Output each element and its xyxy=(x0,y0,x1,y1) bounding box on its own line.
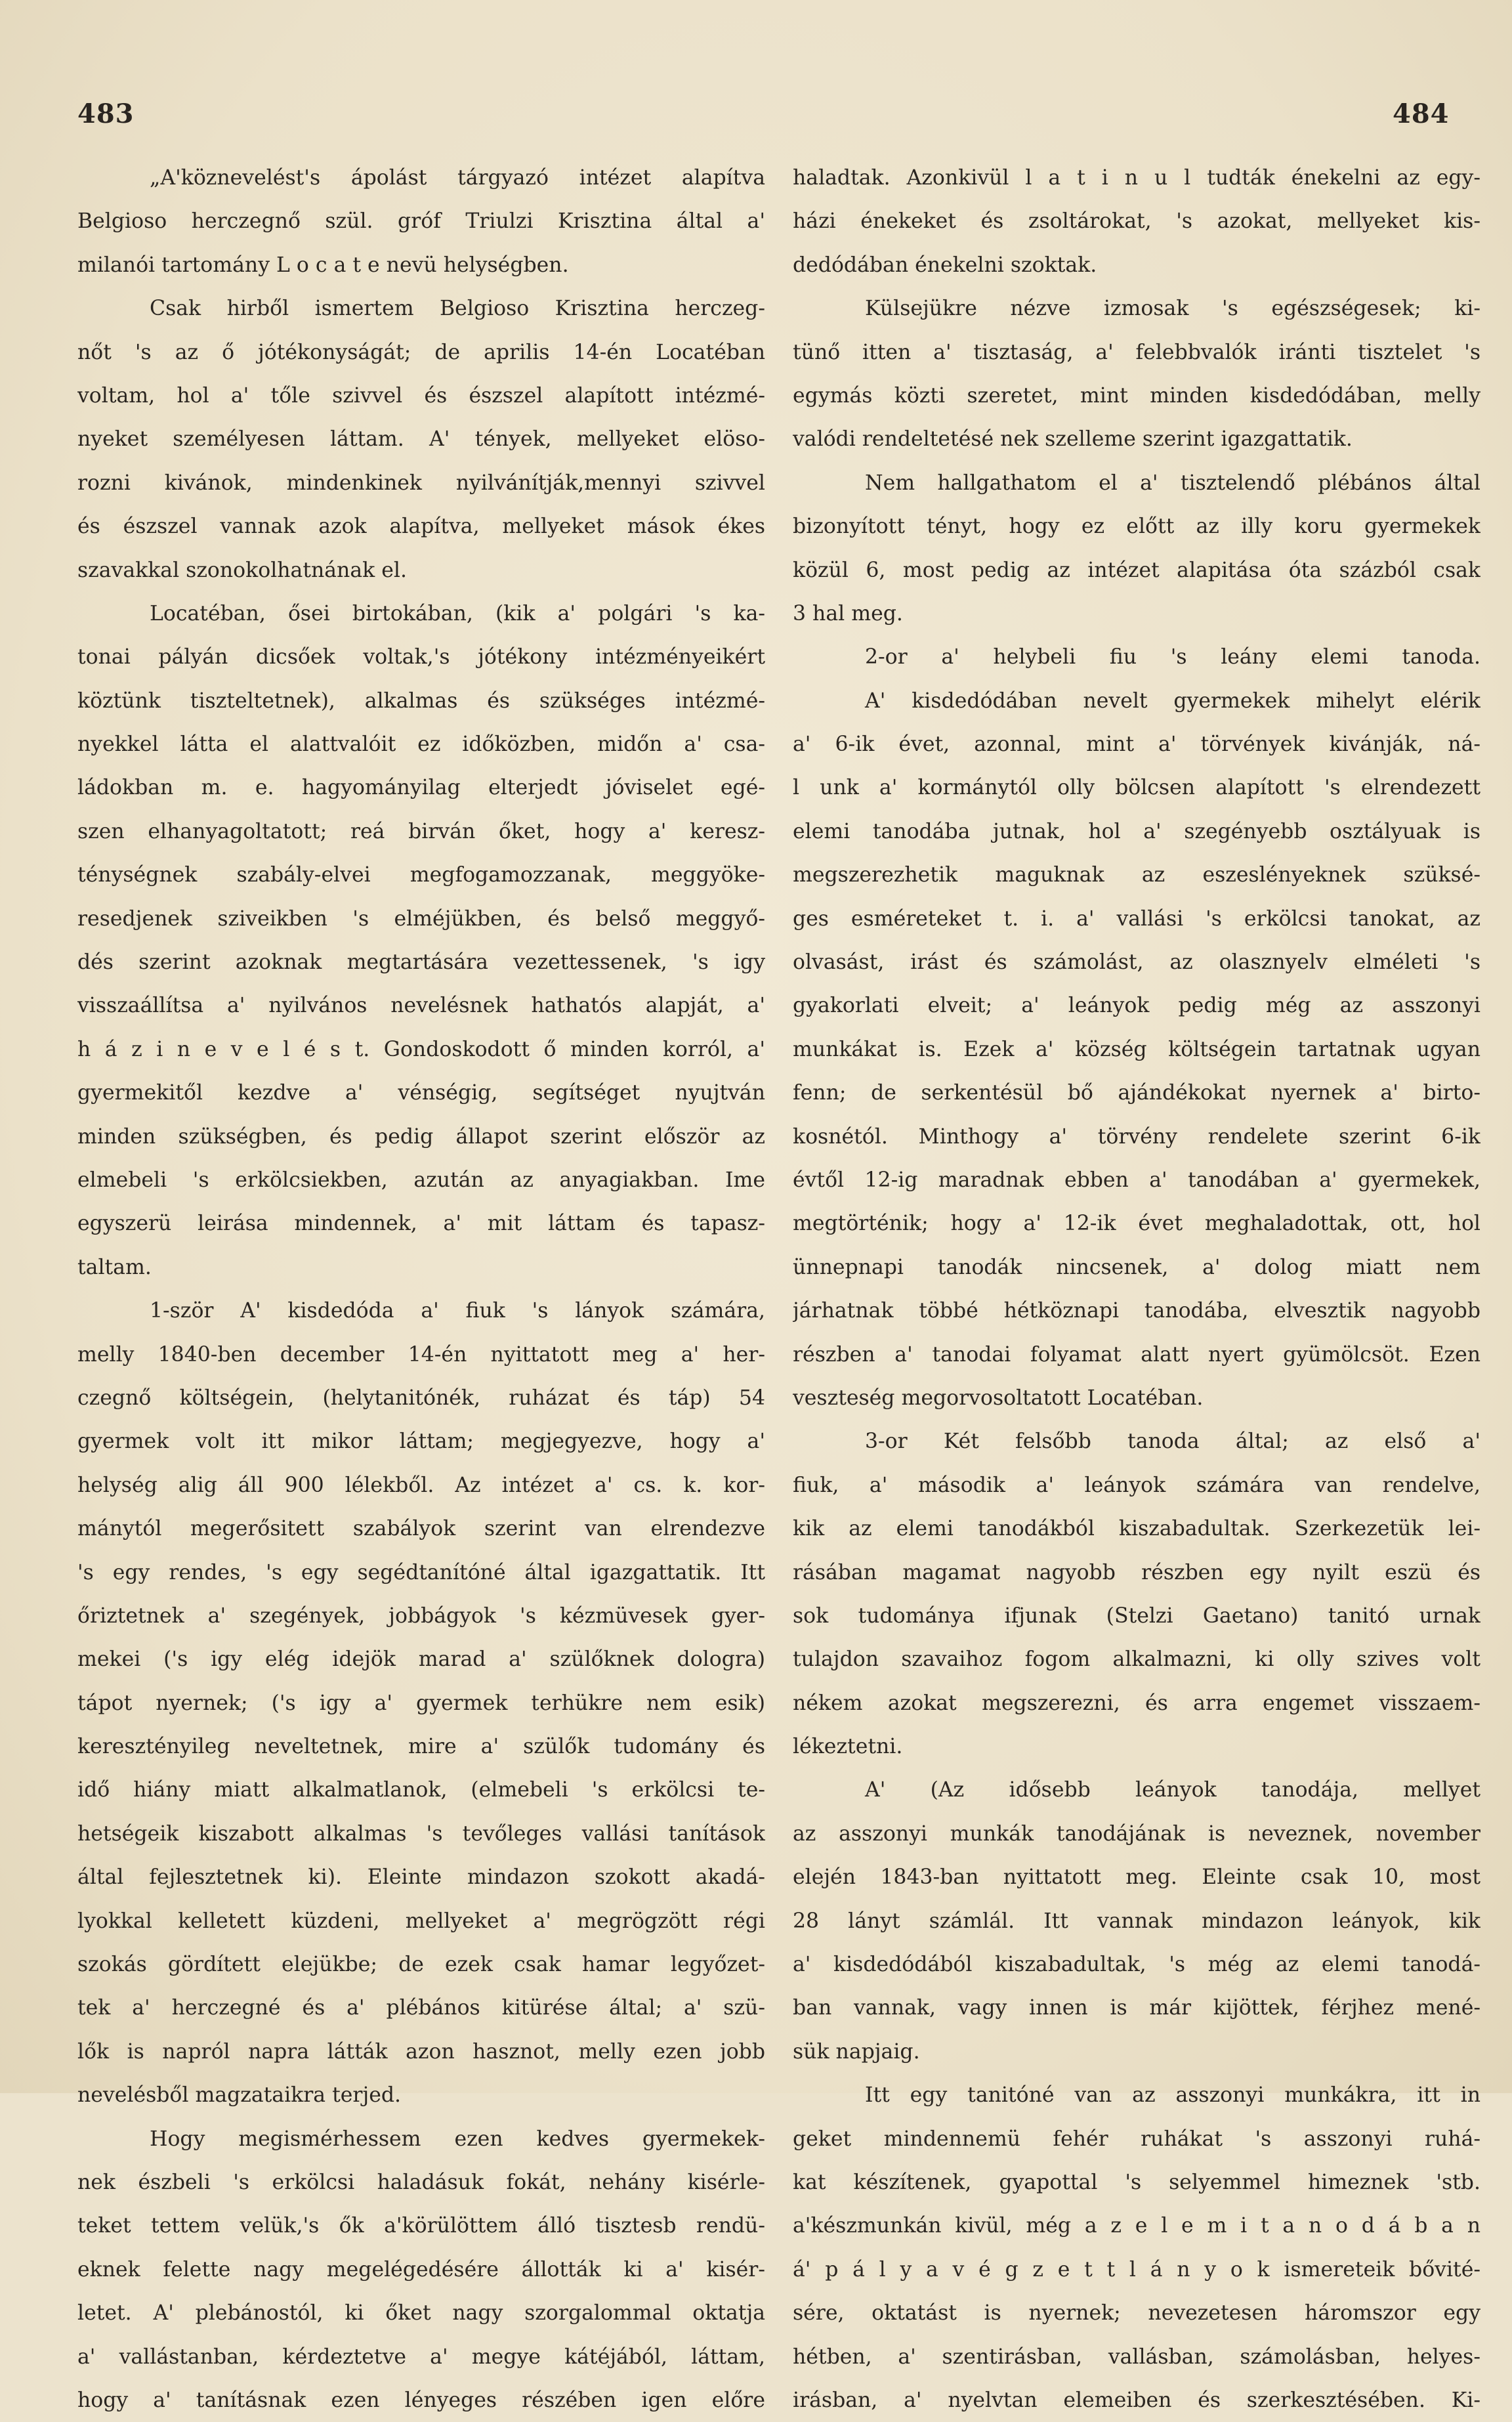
text-line: a' 6-ik évet, azonnal, mint a' törvények kivánják, ná- xyxy=(793,733,1480,757)
text-line: kat készítenek, gyapottal 's selyemmel himeznek 'stb. xyxy=(793,2170,1480,2194)
text-line: rozni kivánok, mindenkinek nyilvánítják,mennyi szivvel xyxy=(77,471,765,495)
text-line: helység alig áll 900 lélekből. Az intézet a' cs. k. kor- xyxy=(77,1473,765,1497)
text-line: hogy a' tanításnak ezen lényeges részében igen előre xyxy=(77,2388,765,2412)
text-line: lők is napról napra látták azon hasznot, melly ezen jobb xyxy=(77,2039,765,2064)
text-line: A' kisdedódában nevelt gyermekek mihelyt elérik xyxy=(865,689,1480,713)
text-line: ges esméreteket t. i. a' vallási 's erkölcsi tanokat, az xyxy=(793,906,1480,931)
text-line: egyszerü leirása mindennek, a' mit láttam és tapasz- xyxy=(77,1212,765,1236)
text-line: taltam. xyxy=(77,1255,152,1279)
text-line: bizonyított tényt, hogy ez előtt az illy koru gyermekek xyxy=(793,515,1480,539)
text-line: 1-ször A' kisdedóda a' fiuk 's lányok számára, xyxy=(150,1299,765,1323)
text-line: sük napjaig. xyxy=(793,2039,920,2064)
text-line: lékeztetni. xyxy=(793,1735,903,1759)
text-line: az asszonyi munkák tanodájának is neveznek, november xyxy=(793,1821,1480,1846)
text-line: tulajdon szavaihoz fogom alkalmazni, ki olly szives volt xyxy=(793,1647,1480,1672)
text-line: ünnepnapi tanodák nincsenek, a' dolog miatt nem xyxy=(793,1255,1480,1279)
text-line: Locatéban, ősei birtokában, (kik a' polgári 's ka- xyxy=(150,601,765,626)
text-line: által fejlesztetnek ki). Eleinte mindazon szokott akadá- xyxy=(77,1865,765,1890)
text-line: h á z i n e v e l é s t. Gondoskodott ő minden korról, a' xyxy=(77,1037,765,1061)
right-column xyxy=(793,156,1480,2422)
text-line: rásában magamat nagyobb részben egy nyilt eszü és xyxy=(793,1560,1480,1584)
text-line: valódi rendeltetésé nek szelleme szerint igazgattatik. xyxy=(793,427,1353,452)
text-line: a'készmunkán kivül, még a z e l e m i t a n o d á b a n xyxy=(793,2214,1480,2238)
text-line: fiuk, a' második a' leányok számára van rendelve, xyxy=(793,1473,1480,1497)
text-line: nyekkel látta el alattvalóit ez időközben, midőn a' csa- xyxy=(77,733,765,757)
text-line: A' (Az idősebb leányok tanodája, mellyet xyxy=(865,1778,1480,1802)
text-line: á' p á l y a v é g z e t t l á n y o k ismereteik bővité- xyxy=(793,2257,1480,2282)
text-line: nevelésből magzataikra terjed. xyxy=(77,2083,402,2108)
text-line: eknek felette nagy megelégedésére állották ki a' kisér- xyxy=(77,2257,765,2282)
text-line: tek a' herczegné és a' plébános kitürése által; a' szü- xyxy=(77,1996,765,2020)
text-line: letet. A' plebánostól, ki őket nagy szorgalommal oktatja xyxy=(77,2301,765,2326)
text-line: megtörténik; hogy a' 12-ik évet meghaladottak, ott, hol xyxy=(793,1212,1480,1236)
text-line: és észszel vannak azok alapítva, mellyeket mások ékes xyxy=(77,515,765,539)
text-line: gyermekitől kezdve a' vénségig, segítséget nyujtván xyxy=(77,1081,765,1105)
text-line: nőt 's az ő jótékonyságát; de aprilis 14-én Locatéban xyxy=(77,340,765,364)
text-line: a' kisdedódából kiszabadultak, 's még az elemi tanodá- xyxy=(793,1953,1480,1977)
text-line: tonai pályán dicsőek voltak,'s jótékony intézményeikért xyxy=(77,645,765,669)
text-line: olvasást, irást és számolást, az olasznyelv elméleti 's xyxy=(793,950,1480,975)
text-line: teket tettem velük,'s ők a'körülöttem álló tisztesb rendü- xyxy=(77,2214,765,2238)
text-line: melly 1840-ben december 14-én nyittatott meg a' her- xyxy=(77,1342,765,1367)
text-line: köztünk tiszteltetnek), alkalmas és szükséges intézmé- xyxy=(77,689,765,713)
text-line: mánytól megerősitett szabályok szerint van elrendezve xyxy=(77,1517,765,1541)
text-line: dés szerint azoknak megtartására vezettessenek, 's igy xyxy=(77,950,765,975)
text-line: ládokban m. e. hagyományilag elterjedt jóviselet egé- xyxy=(77,776,765,800)
text-line: sok tudománya ifjunak (Stelzi Gaetano) tanitó urnak xyxy=(793,1604,1480,1628)
text-line: minden szükségben, és pedig állapot szerint először az xyxy=(77,1124,765,1149)
text-line: nékem azokat megszerezni, és arra engemet visszaem- xyxy=(793,1691,1480,1715)
text-line: megszerezhetik maguknak az eszeslényeknek szüksé- xyxy=(793,863,1480,887)
text-line: őriztetnek a' szegények, jobbágyok 's kézmüvesek gyer- xyxy=(77,1604,765,1628)
text-line: „A'köznevelést's ápolást tárgyazó intézet alapítva xyxy=(150,166,765,190)
text-line: munkákat is. Ezek a' község költségein tartatnak ugyan xyxy=(793,1037,1480,1061)
text-line: czegnő költségein, (helytanitónék, ruházat és táp) 54 xyxy=(77,1386,765,1410)
text-line: szavakkal szonokolhatnának el. xyxy=(77,558,407,582)
text-line: részben a' tanodai folyamat alatt nyert gyümölcsöt. Ezen xyxy=(793,1342,1480,1367)
text-line: 2-or a' helybeli fiu 's leány elemi tanoda. xyxy=(865,645,1480,669)
text-line: geket mindennemü fehér ruhákat 's asszonyi ruhá- xyxy=(793,2127,1480,2151)
text-line: irásban, a' nyelvtan elemeiben és szerkesztésében. Ki- xyxy=(793,2388,1480,2412)
text-line: Nem hallgathatom el a' tisztelendő plébános által xyxy=(865,471,1480,495)
text-line: Hogy megismérhessem ezen kedves gyermekek- xyxy=(150,2127,765,2151)
text-line: lyokkal kelletett küzdeni, mellyeket a' megrögzött régi xyxy=(77,1909,765,1933)
page-number-left: 483 xyxy=(77,98,135,129)
text-line: gyakorlati elveit; a' leányok pedig még az asszonyi xyxy=(793,994,1480,1018)
text-line: Csak hirből ismertem Belgioso Krisztina herczeg- xyxy=(150,297,765,321)
text-line: sére, oktatást is nyernek; nevezetesen háromszor egy xyxy=(793,2301,1480,2326)
text-line: 3-or Két felsőbb tanoda által; az első a' xyxy=(865,1430,1480,1454)
text-line: voltam, hol a' tőle szivvel és észszel alapított intézmé- xyxy=(77,383,765,408)
text-line: kosnétól. Minthogy a' törvény rendelete szerint 6-ik xyxy=(793,1124,1480,1149)
text-line: szokás gördített elejükbe; de ezek csak hamar legyőzet- xyxy=(77,1953,765,1977)
page-number-right: 484 xyxy=(1393,98,1450,129)
text-line: mekei ('s igy elég idejök marad a' szülőknek dologra) xyxy=(77,1647,765,1672)
text-line: tünő itten a' tisztaság, a' felebbvalók iránti tisztelet 's xyxy=(793,340,1480,364)
text-line: nyeket személyesen láttam. A' tények, mellyeket elöso- xyxy=(77,427,765,452)
text-line: kik az elemi tanodákból kiszabadultak. Szerkezetük lei- xyxy=(793,1517,1480,1541)
text-line: közül 6, most pedig az intézet alapitása óta százból csak xyxy=(793,558,1480,582)
text-line: elemi tanodába jutnak, hol a' szegényebb osztályuak is xyxy=(793,819,1480,843)
text-line: Itt egy tanitóné van az asszonyi munkákra, itt in xyxy=(865,2083,1480,2108)
text-line: a' vallástanban, kérdeztetve a' megye kátéjából, láttam, xyxy=(77,2345,765,2369)
left-column xyxy=(77,156,765,2422)
text-line: keresztényileg neveltetnek, mire a' szülők tudomány és xyxy=(77,1735,765,1759)
text-line: milanói tartomány L o c a t e nevü helységben. xyxy=(77,253,569,277)
text-line: visszaállítsa a' nyilvános nevelésnek hathatós alapját, a' xyxy=(77,994,765,1018)
text-line: elmebeli 's erkölcsiekben, azután az anyagiakban. Ime xyxy=(77,1168,765,1192)
text-line: resedjenek sziveikben 's elméjükben, és belső meggyő- xyxy=(77,906,765,931)
text-line: elején 1843-ban nyittatott meg. Eleinte csak 10, most xyxy=(793,1865,1480,1890)
text-line: 3 hal meg. xyxy=(793,601,903,626)
text-line: idő hiány miatt alkalmatlanok, (elmebeli 's erkölcsi te- xyxy=(77,1778,765,1802)
text-line: szen elhanyagoltatott; reá birván őket, hogy a' keresz- xyxy=(77,819,765,843)
text-line: Belgioso herczegnő szül. gróf Triulzi Krisztina által a' xyxy=(77,209,765,234)
text-line: hetségeik kiszabott alkalmas 's tevőleges vallási tanítások xyxy=(77,1821,765,1846)
text-line: 's egy rendes, 's egy segédtanítóné által igazgattatik. Itt xyxy=(77,1560,765,1584)
text-line: gyermek volt itt mikor láttam; megjegyezve, hogy a' xyxy=(77,1430,765,1454)
text-line: l unk a' kormánytól olly bölcsen alapított 's elrendezett xyxy=(793,776,1480,800)
text-line: dedódában énekelni szoktak. xyxy=(793,253,1097,277)
text-line: ban vannak, vagy innen is már kijöttek, férjhez mené- xyxy=(793,1996,1480,2020)
text-line: egymás közti szeretet, mint minden kisdedódában, melly xyxy=(793,383,1480,408)
text-line: házi énekeket és zsoltárokat, 's azokat, mellyeket kis- xyxy=(793,209,1480,234)
text-line: évtől 12-ig maradnak ebben a' tanodában a' gyermekek, xyxy=(793,1168,1480,1192)
text-line: veszteség megorvosoltatott Locatéban. xyxy=(793,1386,1204,1410)
text-line: tápot nyernek; ('s igy a' gyermek terhükre nem esik) xyxy=(77,1691,765,1715)
text-line: járhatnak többé hétköznapi tanodába, elvesztik nagyobb xyxy=(793,1299,1480,1323)
text-line: fenn; de serkentésül bő ajándékokat nyernek a' birto- xyxy=(793,1081,1480,1105)
text-line: Külsejükre nézve izmosak 's egészségesek; ki- xyxy=(865,297,1480,321)
text-line: haladtak. Azonkivül l a t i n u l tudták énekelni az egy- xyxy=(793,166,1480,190)
text-line: hétben, a' szentirásban, vallásban, számolásban, helyes- xyxy=(793,2345,1480,2369)
text-line: nek észbeli 's erkölcsi haladásuk fokát, nehány kisérle- xyxy=(77,2170,765,2194)
text-line: ténységnek szabály-elvei megfogamozzanak, meggyöke- xyxy=(77,863,765,887)
text-line: 28 lányt számlál. Itt vannak mindazon leányok, kik xyxy=(793,1909,1480,1933)
